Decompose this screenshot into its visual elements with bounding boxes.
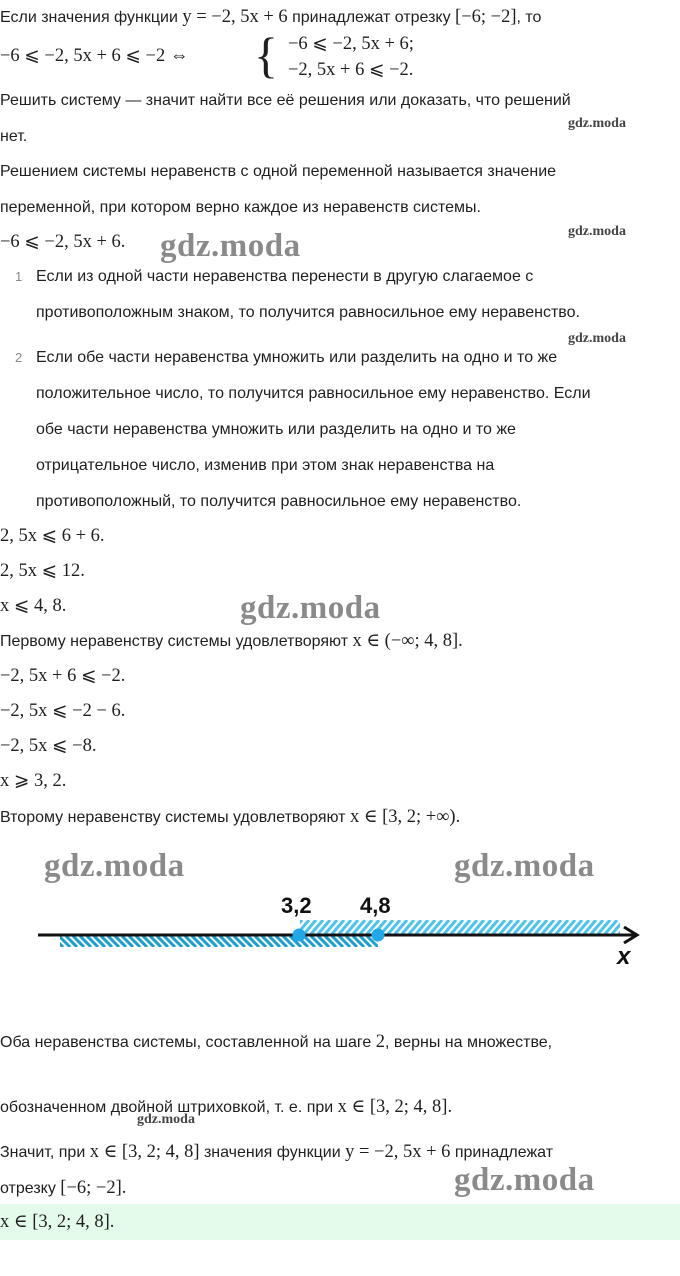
segment: [−6; −2] xyxy=(455,7,517,27)
rule-2-line-1: Если обе части неравенства умножить или разделить на одно и то же xyxy=(36,349,558,366)
point-3-2 xyxy=(293,929,306,942)
solve2-step-1: −2, 5x + 6 ⩽ −2. xyxy=(0,666,126,686)
definition-solution-line-1: Решением системы неравенств с одной переменной называется значение xyxy=(0,163,557,180)
intro-line-1 xyxy=(0,6,541,29)
rule-1-line-2: противоположным знаком, то получится равносильное ему неравенство. xyxy=(36,304,580,321)
conclusion-interval: x ∈ [3, 2; 4, 8] xyxy=(89,1142,200,1162)
conclusion-text: значения функции xyxy=(199,1144,346,1161)
first-inequality: −6 ⩽ −2, 5x + 6. xyxy=(0,232,126,252)
watermark-small: gdz.moda xyxy=(568,224,626,239)
conclusion-text: Оба неравенства системы, составленной на шаге xyxy=(0,1034,376,1051)
watermark-big: gdz.moda xyxy=(240,590,381,626)
result-first-text: Первому неравенству системы удовлетворяют xyxy=(0,633,353,650)
function-formula: y = −2, 5x + 6 xyxy=(182,7,288,27)
watermark-big: gdz.moda xyxy=(160,228,301,264)
result-first-math: x ∈ (−∞; 4, 8]. xyxy=(352,631,463,651)
solve2-step-3: −2, 5x ⩽ −8. xyxy=(0,736,97,756)
result-second-math: x ∈ [3, 2; +∞). xyxy=(349,807,461,827)
system-brace: { xyxy=(254,27,278,83)
segment: [−6; −2]. xyxy=(60,1178,127,1198)
definition-solution-line-2: переменной, при котором верно каждое из неравенств системы. xyxy=(0,199,481,216)
conclusion-line-2 xyxy=(0,1096,452,1119)
solve2-step-2: −2, 5x ⩽ −2 − 6. xyxy=(0,701,126,721)
conclusion-text: , верны на множестве, xyxy=(384,1034,553,1051)
conclusion-text: отрезку xyxy=(0,1180,61,1197)
result-second xyxy=(0,806,460,829)
number-line-figure xyxy=(0,880,680,980)
conclusion-interval: x ∈ [3, 2; 4, 8]. xyxy=(337,1097,453,1117)
axis-label-x: x xyxy=(617,943,631,970)
solve2-step-4: x ⩾ 3, 2. xyxy=(0,771,67,791)
point-label-3-2: 3,2 xyxy=(281,893,312,918)
watermark-big: gdz.moda xyxy=(454,1162,595,1198)
conclusion-line-1 xyxy=(0,1031,552,1054)
intro-text-c: , то xyxy=(516,9,542,26)
rule-number: 1 xyxy=(15,269,23,284)
hatch-stroke xyxy=(388,936,399,947)
solve1-step-1: 2, 5x ⩽ 6 + 6. xyxy=(0,526,105,546)
system-line-2: −2, 5x + 6 ⩽ −2. xyxy=(288,60,414,80)
watermark-small: gdz.moda xyxy=(137,1112,195,1127)
definition-solve-line-2: нет. xyxy=(0,128,28,145)
hatching-x-ge-3-2 xyxy=(290,920,645,934)
watermark-small: gdz.moda xyxy=(568,116,626,131)
answer: x ∈ [3, 2; 4, 8]. xyxy=(0,1212,115,1232)
hatching-x-le-4-8 xyxy=(52,936,399,947)
solve1-step-2: 2, 5x ⩽ 12. xyxy=(0,561,85,581)
inequality-chain: −6 ⩽ −2, 5x + 6 ⩽ −2 ⇔ xyxy=(0,46,189,66)
conclusion-text: Значит, при xyxy=(0,1144,90,1161)
conclusion-text: обозначенном двойной штриховкой, т. е. при xyxy=(0,1099,338,1116)
point-label-4-8: 4,8 xyxy=(360,893,391,918)
function-formula: y = −2, 5x + 6 xyxy=(345,1142,451,1162)
conclusion-line-3 xyxy=(0,1141,553,1164)
conclusion-text: принадлежат xyxy=(450,1144,554,1161)
watermark-big: gdz.moda xyxy=(454,848,595,884)
watermark-big: gdz.moda xyxy=(44,848,185,884)
solve1-step-3: x ⩽ 4, 8. xyxy=(0,596,67,616)
watermark-small: gdz.moda xyxy=(568,331,626,346)
rule-2-line-4: отрицательное число, изменив при этом знак неравенства на xyxy=(36,457,495,474)
intro-text-a: Если значения функции xyxy=(0,9,183,26)
system-line-1: −6 ⩽ −2, 5x + 6; xyxy=(288,34,414,54)
result-second-text: Второму неравенству системы удовлетворяют xyxy=(0,809,350,826)
result-first xyxy=(0,630,463,653)
conclusion-line-4 xyxy=(0,1177,126,1200)
point-4-8 xyxy=(372,929,385,942)
step-number: 2 xyxy=(375,1032,385,1052)
rule-2-line-5: противоположный, то получится равносильное ему неравенство. xyxy=(36,493,522,510)
intro-text-b: принадлежат отрезку xyxy=(287,9,456,26)
definition-solve-line-1: Решить систему — значит найти все её решения или доказать, что решений xyxy=(0,92,571,109)
rule-2-line-3: обе части неравенства умножить или разделить на одно и то же xyxy=(36,421,516,438)
rule-2-line-2: положительное число, то получится равносильное ему неравенство. Если xyxy=(36,385,591,402)
rule-1-line-1: Если из одной части неравенства перенести в другую слагаемое с xyxy=(36,268,534,285)
rule-number: 2 xyxy=(15,350,23,365)
